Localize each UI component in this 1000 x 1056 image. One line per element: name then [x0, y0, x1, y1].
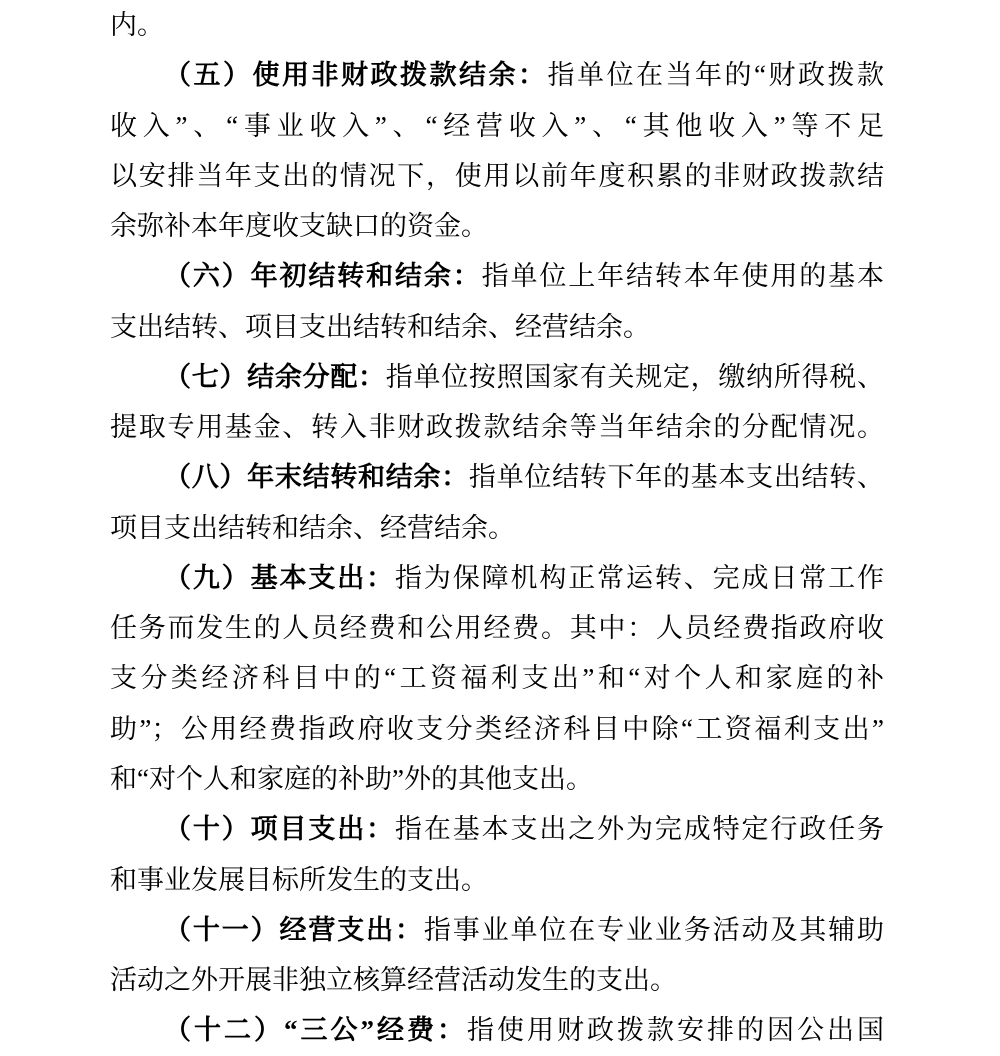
line-text: 和“对个人和家庭的补助”外的其他支出。	[110, 763, 593, 794]
line-text: 提取专用基金、转入非财政拨款结余等当年结余的分配情况。	[110, 412, 884, 443]
text-line	[110, 804, 884, 854]
text-line	[110, 855, 884, 905]
text-line	[110, 603, 884, 653]
line-text: 指单位在当年的“财政拨款	[547, 60, 885, 91]
text-line	[110, 101, 884, 151]
term-heading: （七）结余分配：	[164, 361, 386, 392]
line-text: 余弥补本年度收支缺口的资金。	[110, 211, 488, 242]
term-heading: （九）基本支出：	[164, 562, 395, 593]
text-line	[110, 653, 884, 703]
text-line	[110, 503, 884, 553]
text-line	[110, 302, 884, 352]
term-heading: （六）年初结转和结余：	[164, 261, 482, 292]
text-line	[110, 754, 884, 804]
line-text: 内。	[110, 10, 164, 40]
line-text: 指使用财政拨款安排的因公出国	[467, 1015, 884, 1046]
text-line	[110, 553, 884, 603]
text-line	[110, 905, 884, 955]
line-text: 项目支出结转和结余、经营结余。	[110, 512, 515, 543]
line-text: 收入”、“事业收入”、“经营收入”、“其他收入”等不足	[110, 110, 884, 141]
term-heading: （十二）“三公”经费：	[164, 1015, 467, 1046]
term-heading: （五）使用非财政拨款结余：	[164, 60, 548, 91]
line-text: 指事业单位在专业业务活动及其辅助	[423, 914, 884, 945]
line-text: 和事业发展目标所发生的支出。	[110, 864, 488, 895]
text-line	[110, 402, 884, 452]
text-line	[110, 704, 884, 754]
line-text: 支出结转、项目支出结转和结余、经营结余。	[110, 311, 650, 342]
text-line	[110, 201, 884, 251]
text-line	[110, 251, 884, 301]
line-text: 以安排当年支出的情况下，使用以前年度积累的非财政拨款结	[110, 160, 884, 191]
line-text: 指单位按照国家有关规定，缴纳所得税、	[385, 361, 885, 392]
text-line	[110, 452, 884, 502]
line-text: 指单位上年结转本年使用的基本	[481, 261, 884, 292]
line-text: 支分类经济科目中的“工资福利支出”和“对个人和家庭的补	[110, 663, 884, 694]
term-heading: （十一）经营支出：	[164, 914, 424, 945]
text-line	[110, 352, 884, 402]
text-line	[110, 1005, 884, 1055]
text-line	[110, 0, 884, 50]
line-text: 指在基本支出之外为完成特定行政任务	[395, 814, 884, 845]
text-line	[110, 955, 884, 1005]
term-heading: （十）项目支出：	[164, 814, 395, 845]
line-text: 任务而发生的人员经费和公用经费。其中：人员经费指政府收	[110, 613, 884, 644]
line-text: 指为保障机构正常运转、完成日常工作	[395, 562, 884, 593]
document-page	[110, 0, 884, 1056]
text-line	[110, 151, 884, 201]
line-text: 指单位结转下年的基本支出结转、	[468, 462, 885, 493]
term-heading: （八）年末结转和结余：	[164, 462, 469, 493]
line-text: 活动之外开展非独立核算经营活动发生的支出。	[110, 965, 677, 996]
line-text: 助”；公用经费指政府收支分类经济科目中除“工资福利支出”	[110, 713, 884, 744]
text-line	[110, 50, 884, 100]
